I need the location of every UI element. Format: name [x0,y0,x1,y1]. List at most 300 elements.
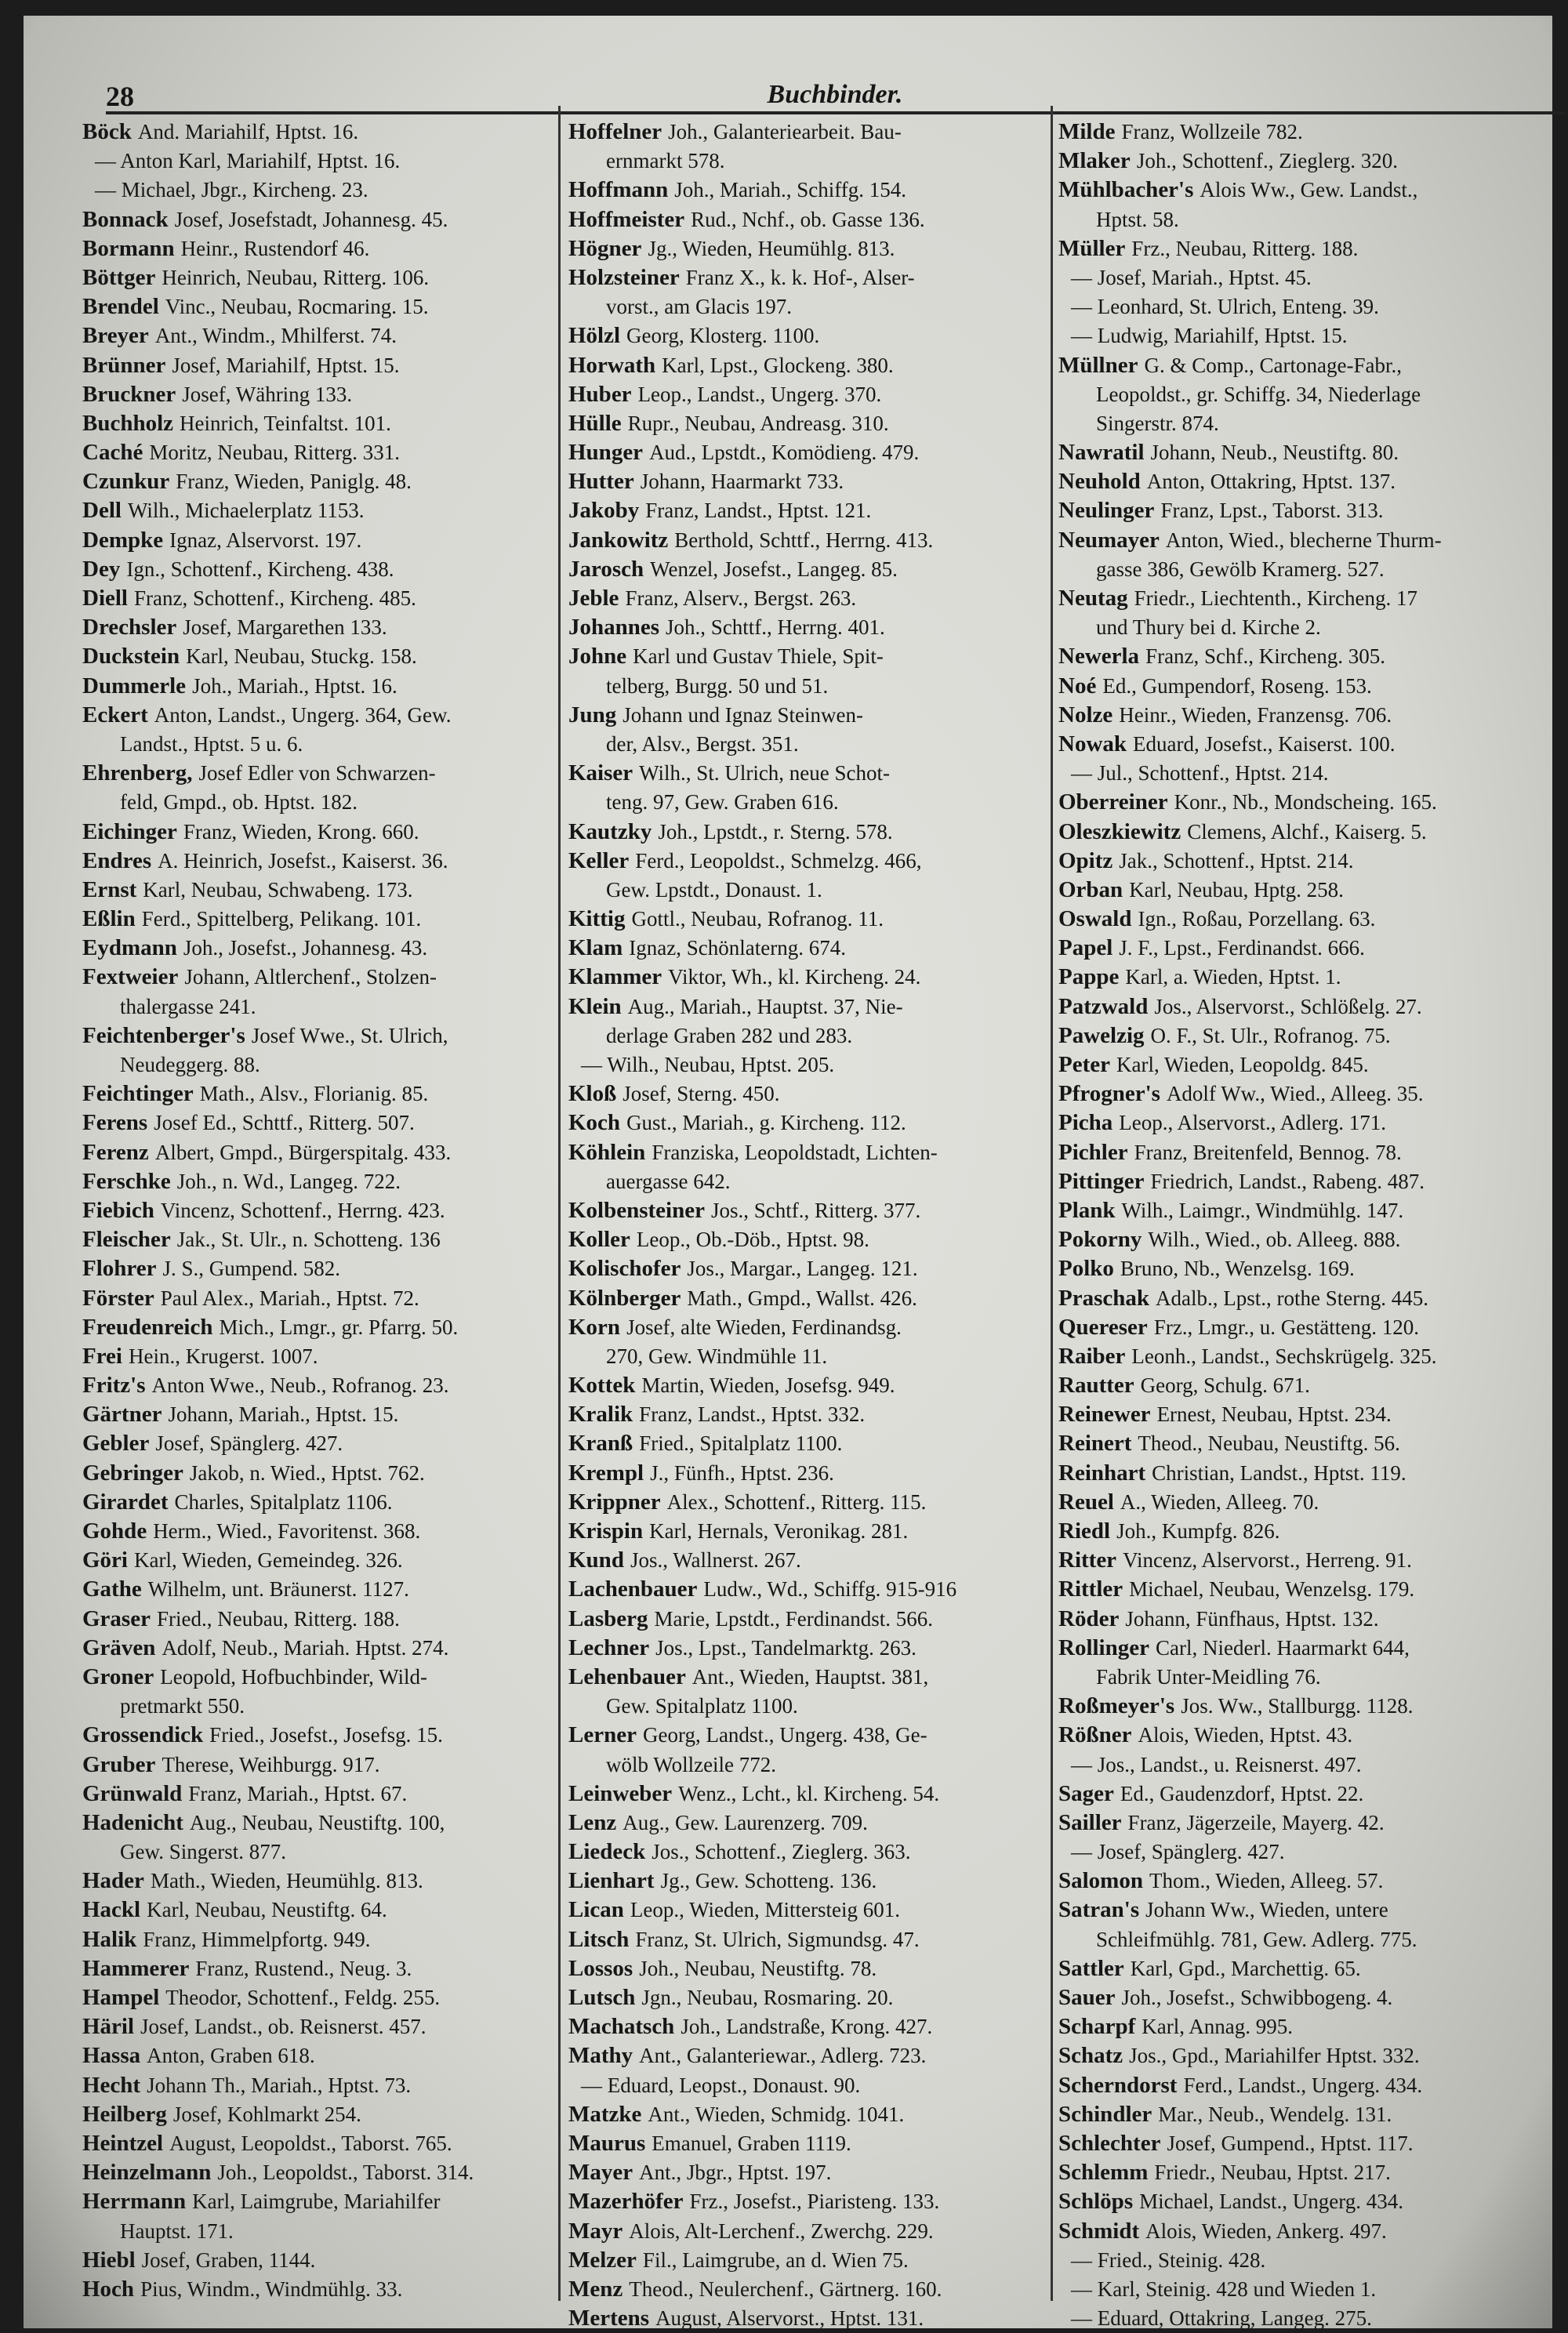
entry-address: Math., Alsv., Florianig. 85. [199,1082,429,1106]
entry-text: auergasse 642. [606,1169,731,1193]
entry-address: Vincenz, Alservorst., Herreng. 91. [1123,1548,1412,1573]
entry-continuation-line [82,2217,561,2246]
entry-address: Johann, Altlerchenf., Stolzen- [184,965,437,989]
directory-entry [568,1721,1047,1750]
directory-entry [568,1954,1047,1983]
directory-entry [1058,1021,1537,1050]
directory-entry [568,1780,1047,1809]
entry-text: feld, Gmpd., ob. Hptst. 182. [120,790,358,815]
directory-entry [1058,818,1537,847]
entry-continuation-line [568,1342,1047,1371]
entry-text: der, Alsv., Bergst. 351. [606,731,799,756]
entry-address: And. Mariahilf, Hptst. 16. [137,120,359,143]
entry-address: Heinr., Rustendorf 46. [180,236,370,260]
entry-address: Josef, Kohlmarkt 254. [172,2102,361,2126]
entry-address: Karl, Lpst., Glockeng. 380. [662,353,894,377]
entry-name: Hassa [82,2043,141,2069]
entry-address: Karl und Gustav Thiele, Spit- [633,644,884,669]
entry-name: Maurus [568,2130,646,2156]
entry-name: Horwath [568,352,656,378]
entry-name: Dempke [82,527,164,553]
directory-entry [1058,1954,1537,1983]
directory-entry [1058,2041,1537,2070]
entry-name: Pichler [1058,1139,1128,1165]
entry-name: Heilberg [82,2101,167,2127]
entry-address: Friedr., Neubau, Hptst. 217. [1154,2161,1391,2185]
entry-address: Johann und Ignaz Steinwen- [622,702,863,727]
entry-address: Johann Ww., Wieden, untere [1145,1898,1388,1922]
directory-entry [82,2129,561,2158]
entry-address: Karl, Hernals, Veronikag. 281. [649,1519,909,1543]
directory-entry [568,118,1047,147]
directory-entry [568,2100,1047,2129]
directory-entry [1058,292,1537,321]
entry-address: Leop., Wieden, Mittersteig 601. [630,1898,900,1922]
entry-address: Karl, Neubau, Stuckg. 158. [186,644,417,669]
directory-entry [82,555,561,584]
directory-entry [1058,2012,1537,2041]
entry-continuation-line [82,1838,561,1867]
entry-name: Groner [82,1664,154,1689]
directory-entry [568,263,1047,292]
entry-address: Franziska, Leopoldstadt, Lichten- [652,1140,938,1164]
entry-text: Gew. Lpstdt., Donaust. 1. [606,877,822,902]
entry-address: Jos., Wallnerst. 267. [630,1548,801,1573]
entry-continuation-line [568,1021,1047,1050]
directory-entry [82,1167,561,1196]
entry-name: Hecht [82,2072,141,2098]
directory-entry [1058,467,1537,496]
entry-address: Franz X., k. k. Hof-, Alser- [685,265,915,289]
entry-address: Wilh., St. Ulrich, neue Schot- [639,761,891,786]
directory-entry [82,1605,561,1634]
entry-continuation-line [82,788,561,817]
entry-address: Adolf, Neub., Mariah. Hptst. 274. [162,1635,449,1660]
entry-address: — Wilh., Neubau, Hptst. 205. [581,1053,835,1076]
entry-address: Franz, Rustend., Neug. 3. [195,1956,412,1980]
directory-entry [82,1721,561,1750]
entry-address: — Fried., Steinig. 428. [1071,2248,1266,2272]
entry-name: Dell [82,498,122,524]
entry-name: Newerla [1058,644,1140,669]
directory-column-1 [82,118,561,2304]
directory-entry [568,1313,1047,1342]
directory-entry [82,263,561,292]
entry-name: Hülle [568,410,622,436]
entry-address: Adalb., Lpst., rothe Sterng. 445. [1156,1286,1428,1310]
directory-entry [82,1400,561,1429]
entry-address: Franz, Wieden, Krong. 660. [183,819,419,844]
entry-address: Karl, Neubau, Hptg. 258. [1129,877,1344,902]
directory-entry [1058,584,1537,613]
entry-name: Mayr [568,2218,623,2244]
directory-entry [568,1605,1047,1634]
entry-address: Franz, Wollzeile 782. [1121,120,1303,143]
directory-entry [82,642,561,671]
entry-address: Josef Wwe., St. Ulrich, [251,1023,448,1047]
directory-entry [568,1459,1047,1488]
entry-address: Leopold, Hofbuchbinder, Wild- [160,1664,428,1689]
entry-address: Josef, Josefstadt, Johannesg. 45. [174,207,448,231]
entry-name: Sailler [1058,1809,1122,1835]
entry-continuation-line [568,1751,1047,1780]
entry-name: Gruber [82,1751,156,1777]
entry-address: Anton, Landst., Ungerg. 364, Gew. [154,702,452,727]
entry-name: Caché [82,440,143,466]
entry-address: Joh., Kumpfg. 826. [1116,1519,1280,1543]
directory-entry [1058,1429,1537,1458]
entry-name: Mertens [568,2306,650,2331]
entry-name: Salomon [1058,1868,1143,1894]
entry-address: Heinr., Wieden, Franzensg. 706. [1119,702,1392,727]
directory-entry [568,555,1047,584]
entry-name: Diell [82,586,128,611]
entry-name: Mathy [568,2043,633,2069]
entry-address: Ant., Wieden, Schmidg. 1041. [648,2102,905,2126]
directory-entry [1058,1896,1537,1925]
entry-address: Adolf Ww., Wied., Alleeg. 35. [1166,1082,1424,1106]
directory-entry [82,1429,561,1458]
directory-entry [568,438,1047,467]
entry-continuation-line [82,730,561,759]
entry-address: Franz, Alserv., Bergst. 263. [625,586,857,610]
directory-entry [1058,2100,1537,2129]
entry-text: wölb Wollzeile 772. [606,1752,777,1776]
directory-entry [568,1050,1047,1079]
directory-entry [568,2012,1047,2041]
entry-address: — Anton Karl, Mariahilf, Hptst. 16. [95,149,401,173]
entry-name: Huber [568,381,632,407]
entry-name: Eckert [82,702,148,727]
entry-address: Josef Edler von Schwarzen- [198,761,436,786]
directory-entry [82,467,561,496]
entry-name: Freudenreich [82,1314,213,1340]
entry-text: gasse 386, Gewölb Kramerg. 527. [1096,557,1385,581]
entry-address: Joh., Josefst., Schwibbogeng. 4. [1121,1986,1393,2009]
directory-entry [568,1429,1047,1458]
entry-address: Franz, Himmelpfortg. 949. [143,1927,371,1951]
entry-name: Neuhold [1058,469,1141,495]
entry-continuation-line [1058,409,1537,438]
entry-name: Lehenbauer [568,1664,686,1689]
entry-address: Jak., St. Ulr., n. Schotteng. 136 [176,1228,441,1252]
entry-name: Jakoby [568,498,640,524]
entry-address: — Leonhard, St. Ulrich, Enteng. 39. [1071,295,1379,319]
entry-name: Hiebl [82,2247,136,2273]
entry-name: Leinweber [568,1780,673,1806]
entry-address: Fried., Josefst., Josefsg. 15. [209,1723,443,1747]
directory-entry [568,934,1047,963]
directory-entry [1058,2217,1537,2246]
entry-name: Flohrer [82,1256,157,1282]
entry-name: Kittig [568,906,626,932]
entry-text: Gew. Spitalplatz 1100. [606,1694,798,1718]
entry-address: Math., Gmpd., Wallst. 426. [687,1286,917,1310]
entry-name: Litsch [568,1926,630,1952]
entry-name: Gräven [82,1635,156,1660]
entry-address: Jg., Wieden, Heumühlg. 813. [648,236,895,260]
entry-name: Köhlein [568,1139,646,1165]
entry-address: Johann, Haarmarkt 733. [640,470,844,494]
directory-entry [1058,1284,1537,1313]
directory-entry [568,1663,1047,1692]
entry-address: Aug., Mariah., Hauptst. 37, Nie- [627,994,903,1018]
entry-address: Josef, alte Wieden, Ferdinandsg. [626,1315,902,1339]
entry-address: Ignaz, Schönlaterng. 674. [629,936,846,960]
entry-text: vorst., am Glacis 197. [606,295,792,319]
entry-name: Kottek [568,1373,636,1399]
directory-entry [82,759,561,788]
directory-entry [568,759,1047,788]
directory-entry [82,1663,561,1692]
entry-name: Korn [568,1314,621,1340]
entry-text: 270, Gew. Windmühle 11. [606,1344,828,1368]
directory-entry [82,1575,561,1604]
entry-name: Melzer [568,2247,637,2273]
entry-name: Brünner [82,352,166,378]
directory-entry [568,992,1047,1021]
entry-address: Jos. Ww., Stallburgg. 1128. [1181,1694,1414,1718]
entry-name: Schatz [1058,2043,1123,2069]
entry-address: A. Heinrich, Josefst., Kaiserst. 36. [158,848,448,873]
entry-address: Math., Wieden, Heumühlg. 813. [150,1869,423,1893]
entry-address: Joh., Landstraße, Krong. 427. [681,2015,933,2039]
directory-entry [82,2041,561,2070]
entry-name: Dummerle [82,673,187,698]
entry-name: Jeble [568,586,619,611]
entry-name: Roßmeyer's [1058,1693,1175,1719]
directory-entry [82,438,561,467]
directory-entry [568,2129,1047,2158]
entry-name: Grossendick [82,1722,204,1748]
entry-address: Christian, Landst., Hptst. 119. [1152,1460,1406,1485]
entry-name: Polko [1058,1256,1114,1282]
directory-entry [1058,1780,1537,1809]
entry-name: Klam [568,935,623,961]
directory-entry [1058,1400,1537,1429]
directory-entry [568,1634,1047,1663]
entry-address: Thom., Wieden, Alleeg. 57. [1149,1869,1384,1893]
directory-entry [568,584,1047,613]
entry-name: Nawratil [1058,440,1145,466]
directory-entry [568,1254,1047,1283]
entry-address: Josef, Landst., ob. Reisnerst. 457. [140,2015,426,2039]
directory-entry [82,292,561,321]
entry-name: Czunkur [82,469,170,495]
entry-name: Göri [82,1547,128,1573]
directory-entry [568,496,1047,525]
entry-address: Viktor, Wh., kl. Kircheng. 24. [668,965,921,989]
entry-continuation-line [82,992,561,1021]
directory-entry [568,1488,1047,1517]
entry-name: Sauer [1058,1985,1116,2010]
entry-address: Michael, Landst., Ungerg. 434. [1139,2190,1404,2214]
directory-entry [1058,2187,1537,2216]
directory-entry [568,1400,1047,1429]
entry-name: Rößner [1058,1722,1132,1748]
entry-address: Anton, Wied., blecherne Thurm- [1165,528,1442,552]
entry-address: Rupr., Neubau, Andreasg. 310. [627,411,889,435]
entry-address: Johann Th., Mariah., Hptst. 73. [147,2073,412,2097]
entry-name: Neulinger [1058,498,1155,524]
directory-entry [1058,1459,1537,1488]
directory-entry [82,526,561,555]
entry-name: Reinhart [1058,1460,1146,1486]
entry-continuation-line [1058,205,1537,234]
entry-address: Franz, Wieden, Paniglg. 48. [176,470,412,494]
entry-address: Jos., Alservorst., Schlößelg. 27. [1154,994,1422,1018]
entry-address: Josef, Währing 133. [182,382,353,406]
directory-entry [82,1254,561,1283]
entry-address: Herm., Wied., Favoritenst. 368. [153,1519,421,1543]
entry-address: Franz, Breitenfeld, Bennog. 78. [1134,1140,1402,1164]
directory-entry [568,2158,1047,2187]
directory-entry [1058,1254,1537,1283]
entry-address: Moritz, Neubau, Ritterg. 331. [149,441,401,465]
directory-entry [82,1108,561,1137]
directory-entry [1058,1867,1537,1896]
directory-entry [1058,847,1537,876]
entry-name: Gathe [82,1576,142,1602]
entry-name: Reinewer [1058,1402,1151,1428]
entry-address: — Ludwig, Mariahilf, Hptst. 15. [1071,324,1348,348]
directory-entry [568,1108,1047,1137]
entry-address: — Eduard, Leopst., Donaust. 90. [581,2073,861,2097]
directory-entry [82,1780,561,1809]
entry-name: Opitz [1058,847,1113,873]
entry-address: Franz, Landst., Hptst. 332. [639,1402,866,1427]
directory-entry [1058,2275,1537,2304]
entry-name: Müller [1058,235,1126,261]
directory-entry [82,2100,561,2129]
entry-address: Jos., Schottenf., Zieglerg. 363. [652,1840,911,1864]
entry-name: Koch [568,1110,621,1136]
directory-entry [82,2275,561,2304]
entry-name: Hutter [568,469,634,495]
entry-name: Krippner [568,1489,661,1515]
entry-address: Wilhelm, unt. Bräunerst. 1127. [147,1577,409,1602]
directory-entry [568,613,1047,642]
entry-name: Ritter [1058,1547,1117,1573]
directory-column-2 [568,118,1047,2333]
entry-address: Carl, Niederl. Haarmarkt 644, [1156,1635,1410,1660]
entry-address: Franz, Jägerzeile, Mayerg. 42. [1127,1810,1385,1834]
entry-continuation-line [568,147,1047,176]
entry-name: Pokorny [1058,1227,1142,1253]
entry-name: Förster [82,1285,154,1311]
entry-name: Heintzel [82,2130,164,2156]
entry-address: Wilh., Michaelerplatz 1153. [127,499,365,523]
entry-name: Reuel [1058,1489,1114,1515]
directory-entry [568,1809,1047,1838]
entry-name: Picha [1058,1110,1113,1136]
entry-address: Karl, Annag. 995. [1142,2015,1294,2039]
directory-entry [1058,1605,1537,1634]
entry-name: Quereser [1058,1314,1148,1340]
directory-entry [1058,1167,1537,1196]
directory-entry [82,1459,561,1488]
directory-entry [568,1517,1047,1546]
entry-continuation-line [568,730,1047,759]
entry-name: Mazerhöfer [568,2189,684,2215]
directory-entry [82,1983,561,2012]
directory-column-3 [1058,118,1537,2333]
entry-name: Liedeck [568,1839,646,1865]
entry-address: Alois Ww., Gew. Landst., [1200,178,1418,202]
entry-address: Rud., Nchf., ob. Gasse 136. [691,207,925,231]
entry-name: Praschak [1058,1285,1149,1311]
entry-address: Therese, Weihburgg. 917. [162,1752,380,1776]
entry-address: Johann, Mariah., Hptst. 15. [168,1402,399,1427]
directory-entry [1058,759,1537,788]
entry-text: Schleifmühlg. 781, Gew. Adlerg. 775. [1096,1927,1417,1951]
entry-name: Müllner [1058,352,1138,378]
directory-entry [82,1196,561,1225]
entry-address: Josef Ed., Schttf., Ritterg. 507. [154,1111,415,1135]
entry-text: Hauptst. 171. [120,2219,234,2243]
entry-address: Jak., Schottenf., Hptst. 214. [1119,848,1354,873]
entry-name: Johannes [568,615,660,640]
entry-name: Herrmann [82,2189,187,2215]
entry-address: Franz, Schf., Kircheng. 305. [1145,644,1385,669]
directory-entry [82,2071,561,2100]
entry-name: Mayer [568,2160,633,2186]
entry-address: Ludw., Wd., Schiffg. 915-916 [703,1577,957,1602]
entry-text: Leopoldst., gr. Schiffg. 34, Niederlage [1096,382,1421,406]
entry-address: Bruno, Nb., Wenzelsg. 169. [1120,1257,1355,1281]
entry-name: Reinert [1058,1431,1132,1457]
directory-entry [82,380,561,409]
entry-address: Ed., Gaudenzdorf, Hptst. 22. [1120,1781,1364,1805]
directory-entry [82,2187,561,2216]
entry-text: und Thury bei d. Kirche 2. [1096,615,1321,640]
entry-name: Hammerer [82,1955,190,1981]
entry-name: Lutsch [568,1985,636,2010]
entry-address: Jos., Lpst., Tandelmarktg. 263. [655,1635,916,1660]
entry-name: Lachenbauer [568,1576,698,1602]
directory-entry [82,1079,561,1108]
entry-address: Georg, Schulg. 671. [1140,1373,1310,1398]
entry-name: Hoch [82,2276,135,2302]
entry-name: Bonnack [82,206,169,232]
entry-address: Theodor, Schottenf., Feldg. 255. [165,1986,441,2009]
entry-name: Pappe [1058,964,1120,990]
entry-name: Hackl [82,1897,141,1923]
entry-address: Joh., Leopoldst., Taborst. 314. [217,2161,474,2185]
entry-name: Lossos [568,1955,633,1981]
directory-entry [568,1196,1047,1225]
entry-name: Brendel [82,294,159,320]
entry-name: Kölnberger [568,1285,681,1311]
entry-name: Lienhart [568,1868,655,1894]
entry-address: Jg., Gew. Schotteng. 136. [660,1869,877,1893]
entry-name: Kaiser [568,760,633,786]
entry-name: Grünwald [82,1780,183,1806]
entry-address: Franz, Lpst., Taborst. 313. [1160,499,1384,523]
entry-address: Theod., Neulerchenf., Gärtnerg. 160. [629,2277,942,2301]
directory-entry [82,701,561,730]
directory-entry [82,584,561,613]
entry-name: Endres [82,847,152,873]
directory-entry [82,234,561,263]
entry-name: Neutag [1058,586,1128,611]
entry-name: Hampel [82,1985,160,2010]
directory-entry [82,1925,561,1954]
entry-address: Hein., Krugerst. 1007. [129,1344,318,1368]
entry-continuation-line [568,788,1047,817]
directory-entry [1058,496,1537,525]
directory-entry [82,1954,561,1983]
